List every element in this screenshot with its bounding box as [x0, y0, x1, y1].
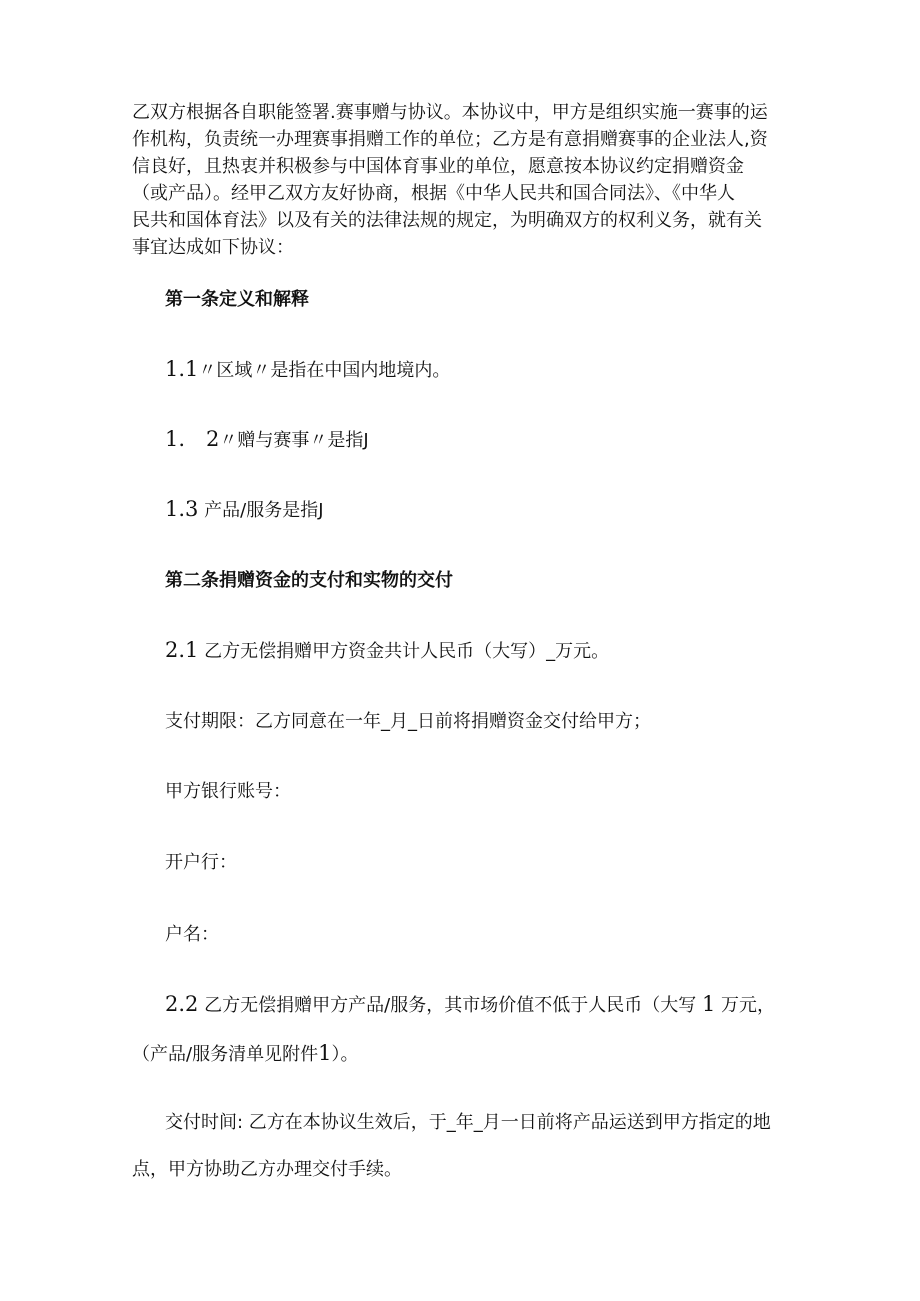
article-2-heading: 第二条捐赠资金的支付和实物的交付 — [165, 570, 453, 591]
article-1-item-1 — [165, 357, 450, 383]
article-1-item-2 — [165, 427, 369, 453]
item-text-tail: 万元， — [721, 995, 776, 1016]
annex-number: 1 — [318, 1041, 332, 1065]
intro-line-1: 乙双方根据各自职能签署.赛事赠与协议。本协议中，甲方是组织实施一赛事的运 — [132, 102, 768, 123]
intro-line-5: 民共和国体育法》以及有关的法律法规的规定，为明确双方的权利义务，就有关 — [132, 210, 762, 231]
amount-number: 1 — [701, 992, 716, 1016]
delivery-line-2: 点，甲方协助乙方办理交付手续。 — [132, 1159, 402, 1180]
article-2-item-2-line-1 — [165, 992, 775, 1018]
item-text-tail: ）。 — [331, 1044, 359, 1065]
item-number: 1.3 — [165, 497, 199, 521]
article-2-item-2-line-2 — [132, 1041, 358, 1067]
item-text: 乙方无偿捐赠甲方产品/服务，其市场价值不低于人民币（大写 — [198, 995, 697, 1016]
item-number: 2.2 — [165, 992, 199, 1016]
bank-branch: 开户行： — [165, 852, 237, 873]
item-number: 1. 2 — [165, 427, 220, 451]
payment-term: 支付期限：乙方同意在一年_月_日前将捐赠资金交付给甲方； — [165, 711, 651, 732]
item-text: （产品/服务清单见附件 — [132, 1044, 319, 1065]
intro-line-4: （或产品）。经甲乙双方友好协商，根据《中华人民共和国合同法》、《中华人 — [132, 183, 735, 204]
intro-line-3: 信良好，且热衷并积极参与中国体育事业的单位，愿意按本协议约定捐赠资金 — [132, 156, 744, 177]
delivery-line-1: 交付时间: 乙方在本协议生效后，于_年_月一日前将产品运送到甲方指定的地 — [165, 1112, 771, 1133]
article-1-item-3 — [165, 497, 324, 523]
item-text: 乙方无偿捐赠甲方资金共计人民币（大写）_万元。 — [198, 641, 610, 662]
item-text: 产品/服务是指J — [198, 500, 324, 521]
article-2-item-1 — [165, 638, 609, 664]
article-1-heading: 第一条定义和解释 — [165, 289, 309, 310]
intro-line-6: 事宜达成如下协议： — [132, 237, 294, 258]
account-name: 户名： — [165, 924, 219, 945]
item-number: 2.1 — [165, 638, 199, 662]
item-text: 〃区域〃是指在中国内地境内。 — [198, 360, 451, 381]
item-number: 1.1 — [165, 357, 199, 381]
bank-account: 甲方银行账号： — [165, 781, 291, 802]
intro-line-2: 作机构，负责统一办理赛事捐赠工作的单位；乙方是有意捐赠赛事的企业法人,资 — [132, 129, 768, 150]
item-text: 〃赠与赛事〃是指J — [219, 430, 369, 451]
